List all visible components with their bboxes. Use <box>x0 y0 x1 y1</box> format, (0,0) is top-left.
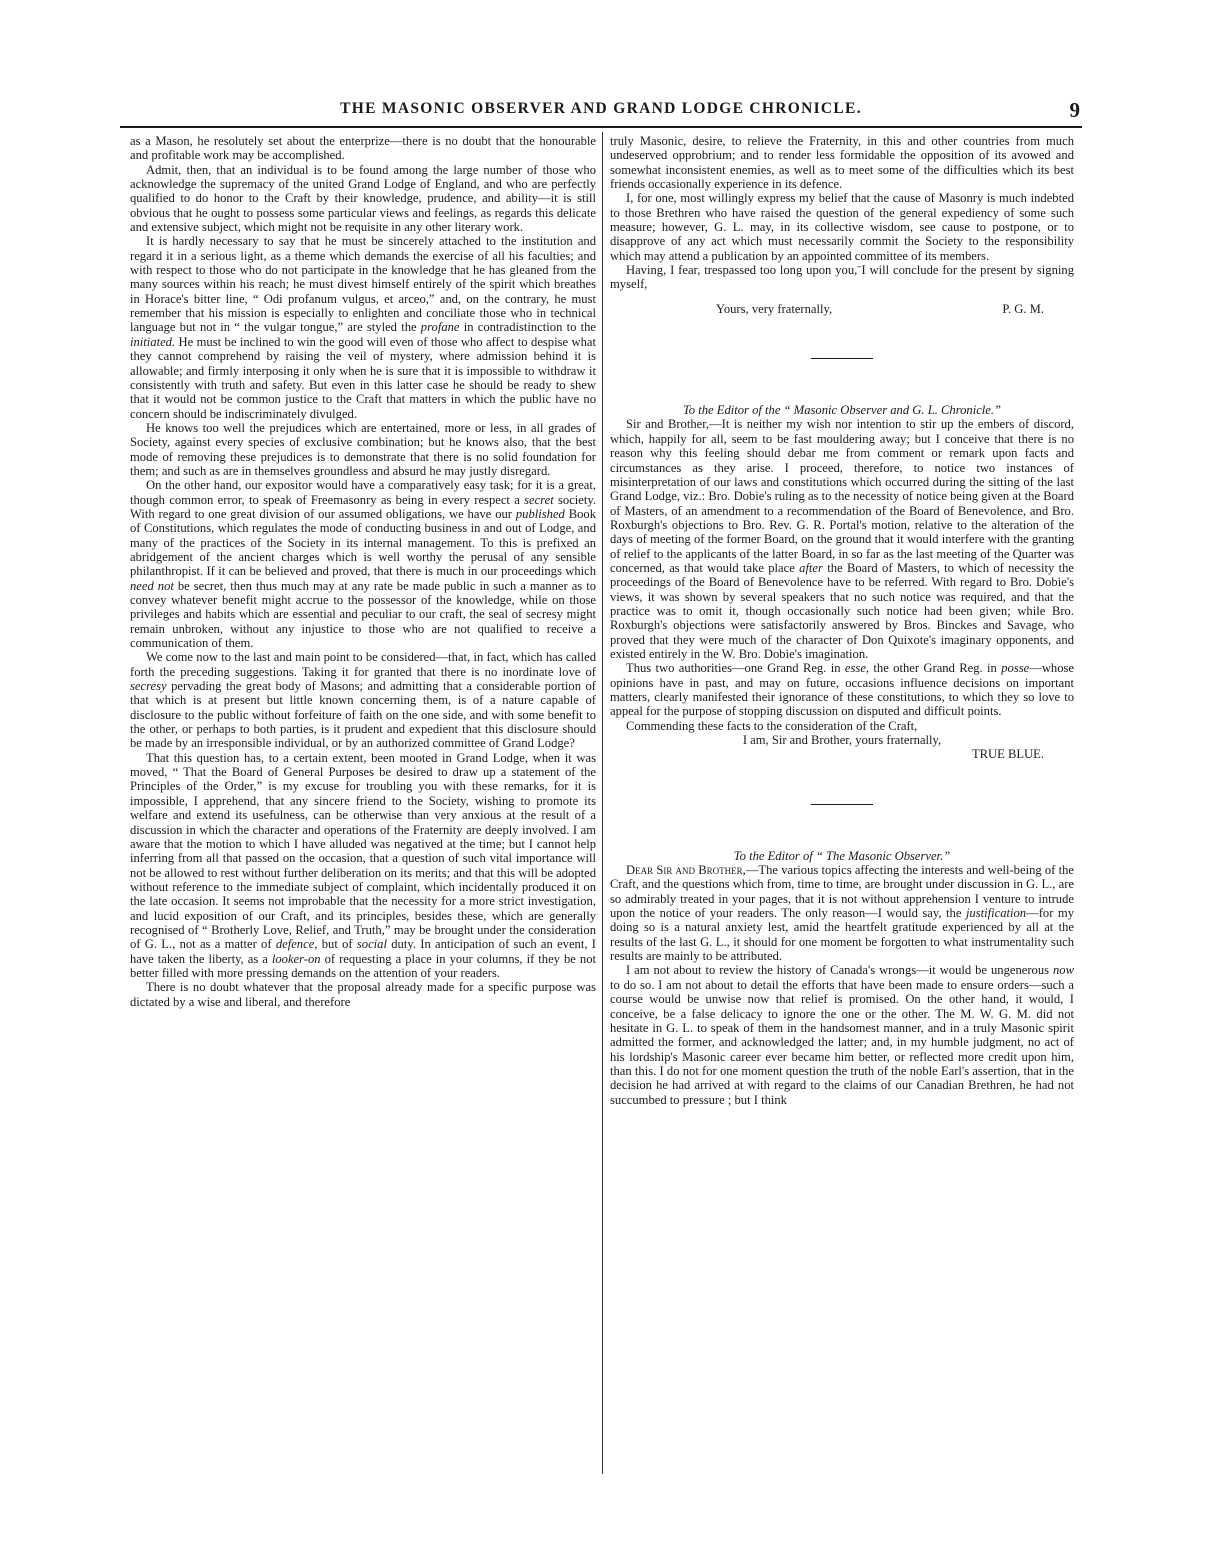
section-separator <box>811 804 873 805</box>
column-divider <box>602 132 603 1474</box>
signature-name: TRUE BLUE. <box>971 747 1044 762</box>
signature-name: P. G. M. <box>1002 301 1044 316</box>
signature-closing: I am, Sir and Brother, yours fraternally, <box>742 733 942 748</box>
paragraph: On the other hand, our expositor would have a comparatively easy task; for it is a great, though common error, to speak of Freemasonry as being in every respect a secret society. With regard to one great division of our assumed obligations, we have our published Book of Constitutions, which regulates the mode of conducting business in and out of Lodge, and many of the practices of the Society in its internal management. To this is prefixed an abridgement of the ancient charges which is well worthy the perusal of any sensible philanthropist. If it can be believed and proved, that there is much in our proceedings which need not be secret, then thus much may at any rate be made public in such a manner as to convey whatever benefit might accrue to the possessor of the knowledge, while on those privileges and habits which are essential and peculiar to our craft, the seal of secresy might remain unbroken, without any injustice to those who are not qualified to receive a communication of them. <box>130 478 597 651</box>
paragraph: truly Masonic, desire, to relieve the Fraternity, in this and other countries from much undeserved opprobrium; and to render less formidable the opposition of its avowed and somewhat inconsistent enemies, as well as to meet some of the difficulties which its best friends occasionally experience in its defence. <box>610 134 1074 192</box>
right-column <box>610 134 1074 1474</box>
paragraph: I am not about to review the history of Canada's wrongs—it would be ungenerous now to do so. I am not about to detail the efforts that have been made to ensure orders—such a course would be unwise now that relief is promised. On the other hand, it would, I conceive, be a false delicacy to ignore the one or the other. The M. W. G. M. did not hesitate in G. L. to speak of them in the handsomest manner, and in a truly Masonic spirit admitted the former, and acknowledged the latter; and, in my humble judgment, no act of his lordship's Masonic career ever became him better, or reflected more credit upon him, than this. I do not for one moment question the truth of the noble Earl's assertion, that in the decision he had arrived at with regard to the claims of our Canadian Brethren, he had not succumbed to pressure ; but I think <box>610 963 1074 1107</box>
paragraph: Thus two authorities—one Grand Reg. in esse, the other Grand Reg. in posse—whose opinions have in past, and may on future, occasions influence decisions on important matters, clearly manifested their ignorance of these constitutions, to which they so love to appeal for the purpose of stopping discussion on disputed and difficult points. <box>610 661 1074 719</box>
page-header <box>120 98 1082 128</box>
paragraph: Dear Sir and Brother,—The various topics affecting the interests and well-being of the Craft, and the questions which from, time to time, are brought under discussion in G. L., are so admirably treated in your pages, that it is not without apprehension I venture to intrude upon the notice of your readers. The only reason—I would say, the justification—for my doing so is a natural anxiety lest, amid the heartfelt gratitude experienced by all at the results of the last G. L., it should for one moment be forgotten to what instrumentality such results are mainly to be attributed. <box>610 863 1074 964</box>
paragraph: as a Mason, he resolutely set about the enterprize—there is no doubt that the honourable and profitable work may be accomplished. <box>130 134 596 163</box>
section-separator <box>811 358 873 359</box>
paragraph: He knows too well the prejudices which are entertained, more or less, in all grades of Society, against every species of exclusive combination; but he knows also, that the best mode of removing these prejudices is to demonstrate that there is no solid foundation for them; and such as are in themselves groundless and absurd he may justly disregard. <box>130 420 596 478</box>
salutation: Dear Sir and Brother, <box>626 863 746 878</box>
paragraph: That this question has, to a certain extent, been mooted in Grand Lodge, when it was moved, “ That the Board of General Purposes be desired to draw up a statement of the Principles of the Order,” is my excuse for troubling you with these remarks, for it is impossible, I apprehend, that any sincere friend to the Society, wishing to promote its welfare and extend its usefulness, can be otherwise than very anxious at the result of a discussion in which the character and operations of the Fraternity are deeply involved. I am aware that the motion to which I have alluded was negatived at the time; but I cannot help inferring from all that passed on the occasion, that a question of such vital importance will not be allowed to rest without further deliberation on its merits; and that this will be adopted without reference to the immediate subject of complaint, which incidentally produced it on the late occasion. It seems not improbable that the necessity for a more strict investigation, and lucid exposition of our Craft, and its principles, besides these, which are generally recognised of “ Brotherly Love, Relief, and Truth,” may be brought under the consideration of G. L., not as a matter of defence, but of social duty. In anticipation of such an event, I have taken the liberty, as a looker-on of requesting a place in your columns, if they be not better filled with more pressing demands on the attention of your readers. <box>130 750 596 980</box>
paragraph: It is hardly necessary to say that he must be sincerely attached to the institution and regard it in a serious light, as a theme which demands the exercise of all his faculties; and with respect to those who do not participate in the knowledge that he has gleaned from the many sources within his reach; he must divest himself entirely of the spirit which breathes in Horace's bitter line, “ Odi profanum vulgus, et arceo,” and, on the contrary, he must remember that his mission is especially to enlighten and conciliate those who in technical language but not in “ the vulgar tongue,” are styled the profane in contradistinction to the initiated. He must be inclined to win the good will even of those who affect to despise what they cannot comprehend by raising the veil of mystery, where admission behind it is allowable; and firmly interposing it only when he is sure that it is impossible to withdraw it consistently with truth and safety. But even in this latter case he should be ready to shew that it would not be common justice to the Craft that matters in which the public have no concern should be indiscriminately divulged. <box>130 234 596 421</box>
signature-closing: Yours, very fraternally, <box>716 301 833 316</box>
signature-block <box>610 302 1074 316</box>
paragraph: Sir and Brother,—It is neither my wish nor intention to stir up the embers of discord, which, happily for all, seem to be fast mouldering away; but I conceive that there is no reason why this feeling should debar me from comment or remark upon facts and circumstances as they arise. I proceed, therefore, to notice two instances of misinterpretation of our laws and constitutions which occurred during the sitting of the last Grand Lodge, viz.: Bro. Dobie's ruling as to the necessity of notice being given at the Board of Masters, of an amendment to a recommendation of the Board of Benevolence, and Bro. Roxburgh's objections to Bro. Rev. G. R. Portal's motion, relative to the alteration of the days of meeting of the former Board, on the ground that it would interfere with the granting of relief to the applicants of the latter Board, in so far as the last meeting of the Quarter was concerned, as that would take place after the Board of Masters, to which of necessity the proceedings of the Board of Benevolence have to be referred. With regard to Bro. Dobie's views, it was shown by several speakers that no such notice was required, and that the practice was to omit it, though occasionally such notice had been given; while Bro. Roxburgh's objections were satisfactorily answered by Bros. Binckes and Savage, who proved that they were much of the character of Don Quixote's imaginary opponents, and existed entirely in the W. Bro. Dobie's imagination. <box>610 417 1074 661</box>
letter-heading: To the Editor of “ The Masonic Observer.” <box>733 848 951 863</box>
paragraph: Admit, then, that an individual is to be found among the large number of those who acknowledge the supremacy of the united Grand Lodge of England, and who are perfectly qualified to do honor to the Craft by their knowledge, prudence, and ability—it is still obvious that he ought to possess some particular views and feelings, as regards this delicate and extensive subject, which might not be requisite in any other literary work. <box>130 162 596 235</box>
running-title: THE MASONIC OBSERVER AND GRAND LODGE CHRONICLE. <box>340 100 862 117</box>
paragraph: We come now to the last and main point to be considered—that, in fact, which has called forth the preceding suggestions. Taking it for granted that there is no inordinate love of secresy pervading the great body of Masons; and admitting that a considerable portion of that which is at present but little known concerning them, is of a nature capable of disclosure to the public without forfeiture of faith on the one side, and with some benefit to the other, or perhaps to both parties, is it prudent and expedient that this disclosure should be made by an irresponsible individual, or by an authorized committee of Grand Lodge? <box>130 650 596 751</box>
left-column <box>130 134 596 1474</box>
paragraph: There is no doubt whatever that the proposal already made for a specific purpose was dictated by a wise and liberal, and therefore <box>130 980 596 1009</box>
letter-heading: To the Editor of the “ Masonic Observer and G. L. Chronicle.” <box>682 403 1002 418</box>
header-rule <box>120 126 1082 128</box>
paragraph: Having, I fear, trespassed too long upon you,ˉI will conclude for the present by signing myself, <box>610 263 1074 292</box>
page-number: 9 <box>1069 98 1080 122</box>
paragraph: I, for one, most willingly express my belief that the cause of Masonry is much indebted to those Brethren who have raised the question of the general expediency of some such measure; however, G. L. may, in its collective wisdom, see cause to postpone, or to disapprove of any act which must necessarily commit the Society to the responsibility which may attend a publication by an appointed committee of its members. <box>610 191 1074 263</box>
paragraph: Commending these facts to the consideration of the Craft, <box>626 718 918 733</box>
